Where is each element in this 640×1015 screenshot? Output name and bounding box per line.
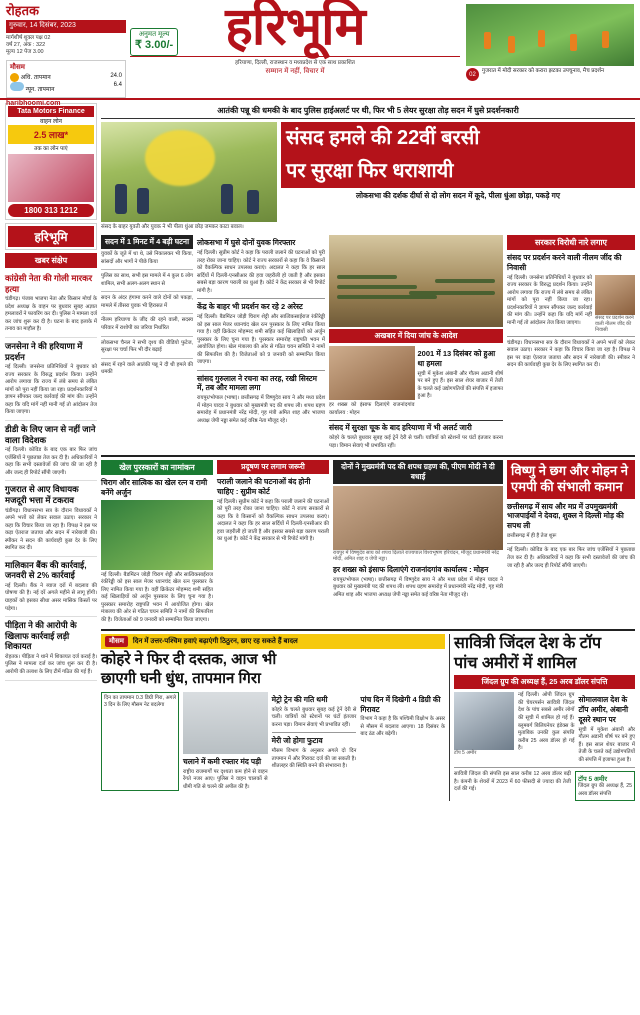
page-body xyxy=(0,100,640,801)
weather-col-3 xyxy=(360,692,445,791)
rich-side-text: सूची में मुकेश अंबानी और गौतम अडानी शीर्ष पर बने हुए हैं। इस साल शेयर बाजार में तेजी के चलते कई उद्योगपतियों की संपत्ति में इजाफा हुआ है। xyxy=(578,726,635,763)
incident-box-title: सदन में 1 मिनट में 4 बड़ी घटना xyxy=(101,235,193,249)
brief-text: रोहतक। पीड़िता ने थाने में शिकायत दर्ज कराई है। पुलिस ने मामला दर्ज कर जांच शुरू कर दी है। आरोपी की तलाश के लिए टीमें गठित की गई हैं। xyxy=(5,653,97,675)
lead-photo-caption: संसद के बाहर युवती और युवक ने भी पीला धुंआ छोड़ जमकर काटा बवाल। xyxy=(101,224,244,230)
weather-title: मौसम xyxy=(10,64,25,72)
order-box-title: अखबार में दिया जांच के आदेश xyxy=(329,329,503,343)
sub-text-0: नई दिल्ली। सुप्रीम कोर्ट ने कहा कि पराली जलाने की घटनाओं को पूरी तरह रोका जाना चाहिए। कोर्ट ने राज्य सरकारों से कहा कि वे किसानों को वैकल्पिक साधन उपलब्ध कराएं। अदालत ने कहा कि हर साल सर्दियों में दिल्ली-एनसीआर की हवा जहरीली हो जाती है और इसका सबसे बड़ा कारण पराली का धुआं है। कोर्ट ने केंद्र सरकार से भी रिपोर्ट मांगी है। xyxy=(197,250,325,294)
slogan-strip: सरकार विरोधी नारे लगाए xyxy=(507,235,635,250)
rich-box-list: जिंदल ग्रुप की अध्यक्ष हैं, 25 अरब डॉलर संपत्ति xyxy=(578,783,632,797)
rich-photo xyxy=(454,692,514,750)
brief-item-0[interactable] xyxy=(5,270,97,338)
incident-point-0: युवकों के जूते में था थे, उसे निकालकर भी किया, सांसदों और भागों ने पीछे किया xyxy=(101,251,193,265)
sports-title: खेल पुरस्कारों का नामांकन xyxy=(101,460,213,475)
brief-title: कांग्रेसी नेता की गोली मारकर हत्या xyxy=(5,273,93,294)
brief-title: पीड़िता ने की आरोपी के खिलाफ कार्रवाई लड़ी शिकायत xyxy=(5,620,77,652)
incident-point-2: सदन के अंदर हंगामा करने वाले दोनों को पकड़ा, मामले में तीसरा युवक भी हिरासत में xyxy=(101,295,193,309)
price-badge xyxy=(130,28,178,56)
minister-portrait xyxy=(329,346,415,400)
newspaper-logo: हरिभूमि xyxy=(225,0,365,56)
masthead-left xyxy=(6,4,126,107)
brief-item-3[interactable] xyxy=(5,481,97,556)
masthead-right xyxy=(466,4,634,81)
brief-title: गुजरात से आए विधायक मजदूरी भत्ता में टकराव xyxy=(5,484,79,505)
cm-photo xyxy=(333,486,503,550)
haryana-alert-headline[interactable]: संसद में सुरक्षा चूक के बाद हरियाणा में भी अलर्ट जारी xyxy=(329,420,503,433)
brand-ad-logo: हरिभूमि xyxy=(8,226,94,247)
neelam-headline[interactable]: संसद पर प्रदर्शन करने वाली नीलम जींद की निवासी xyxy=(507,253,622,273)
brief-item-5[interactable] xyxy=(5,617,97,680)
weather-left-box xyxy=(101,692,179,791)
date-bar xyxy=(6,20,126,33)
finance-ad-phone[interactable]: 1800 313 1212 xyxy=(8,204,94,217)
right-rail-text: चंडीगढ़। विधानसभा सत्र के दौरान विधायकों ने अपने भत्तों को लेकर सवाल उठाए। सरकार ने कहा कि विचार किया जा रहा है। विपक्ष ने इस पर कड़ा ऐतराज जताया और सदन में नारेबाजी की। स्पीकर ने सदन की कार्यवाही कुछ देर के लिए स्थगित कर दी। xyxy=(507,339,635,369)
weather-min-value: 6.4 xyxy=(113,82,122,89)
website-url[interactable]: haribhoomi.com xyxy=(6,100,61,108)
cm-kicker: दोनों ने मुख्यमंत्री पद की शपथ ग्रहण की, पीएम मोदी ने दी बधाई xyxy=(333,460,503,484)
weather-max-value: 24.0 xyxy=(110,72,122,79)
weather-item-3-title: पांच दिन में दिखेगी 4 डिग्री की गिरावट xyxy=(360,694,441,714)
cloud-icon xyxy=(10,82,24,91)
incident-point-3: नीलम हरियाणा के जींद की रहने वाली, सदस्य परिवार में राशोपी का जरिया निर्धारित xyxy=(101,317,193,332)
lead-headline-line2: पर सुरक्षा फिर धराशायी xyxy=(281,155,635,188)
finance-ad-brand: Tata Motors Finance xyxy=(8,106,94,117)
weather-item-0-text: राष्ट्रीय राजमार्गों पर दृश्यता कम होने से वाहन रेंगते नजर आए। पुलिस ने वाहन चालकों से धीमी गति से चलने की अपील की है। xyxy=(183,768,268,790)
sub-text-2: रायपुर/भोपाल (भाषा)। छत्तीसगढ़ में विष्णुदेव साय ने और मध्य प्रदेश में मोहन यादव ने बुधवार को मुख्यमंत्री पद की शपथ ली। शपथ ग्रहण समारोह में प्रधानमंत्री नरेंद्र मोदी, गृह मंत्री अमित शाह और भाजपा अध्यक्ष जेपी नड्डा समेत कई वरिष्ठ नेता मौजूद रहे। xyxy=(197,395,325,424)
masthead-photo-caption xyxy=(466,68,634,81)
rich-subhead: जिंदल ग्रुप की अध्यक्ष हैं, 25 अरब डॉलर संपत्ति xyxy=(454,675,635,689)
order-text: हर शख्स को इंसाफ दिलाएंगे राजनांदगांव कार्यालय : मोहन xyxy=(329,402,415,416)
weather-item-1-title: मेट्रो ट्रेन की गति थमी xyxy=(271,694,328,704)
page-line: वर्ष 27, अंक : 322 xyxy=(6,42,46,49)
sports-photo xyxy=(101,500,213,570)
edition-info xyxy=(6,35,126,56)
pollution-block[interactable] xyxy=(217,460,329,624)
price-line: मूल्य 12 पेज 3.00 xyxy=(6,49,44,56)
weather-min-label: न्यून. तापमान xyxy=(25,87,55,94)
attack-text: सूची में मुकेश अंबानी और गौतम अडानी शीर्ष पर बने हुए हैं। इस साल शेयर बाजार में तेजी के चलते कई उद्योगपतियों की संपत्ति में इजाफा हुआ है। xyxy=(417,370,503,400)
city-name: रोहतक xyxy=(6,3,39,18)
rich-side-head: सोमालवाल देश के टॉप अमीर, अंबानी दूसरे स्थान पर xyxy=(578,695,629,724)
brief-item-2[interactable] xyxy=(5,421,97,481)
sports-headline: चिराग और सात्विक का खेल रत्न व रामी बनेंगे अर्जुन xyxy=(101,478,208,497)
cm-extra-text: नई दिल्ली। कोविड के बाद एक बार फिर जांच एजेंसियों ने पूछताछ तेज कर दी है। अधिकारियों ने कहा कि सभी दस्तावेजों की जांच की जा रही है और जल्द ही रिपोर्ट सौंपी जाएगी। xyxy=(507,547,635,569)
lead-subheadline: लोकसभा की दर्शक दीर्घा से दो लोग सदन में कूदे, पीला धुंआ छोड़ा, पकड़े गए xyxy=(355,191,560,200)
attack-headline[interactable]: 2001 में 13 दिसंबर को हुआ था हमला xyxy=(417,349,496,369)
masthead-photo xyxy=(466,4,634,66)
weather-item-3-text: विभाग ने कहा है कि पश्चिमी विक्षोभ के असर से मौसम में बदलाव आएगा। 18 दिसंबर के बाद ठंड और बढ़ेगी। xyxy=(360,716,446,738)
price-badge-label: अनुमत मूल्य xyxy=(138,31,170,38)
weather-left-box-text: दिन का तापमान 0.3 डिग्री गिरा, अगले 3 दिन के लिए मौसम नेट बदलेगा xyxy=(104,694,176,709)
weather-item-2-title: मेरी जो होगा फुटाव xyxy=(271,736,323,746)
rich-box-text: सावित्री जिंदल की संपत्ति इस साल करीब 12 अरब डॉलर बढ़ी है। कंपनी के शेयरों में 2023 में 60 फीसदी से ज्यादा की तेजी दर्ज की गई। xyxy=(454,771,571,793)
pollution-title: प्रदूषण पर लगाम जरूरी xyxy=(217,460,329,474)
weather-widget xyxy=(6,60,126,98)
weather-min-row xyxy=(10,82,122,95)
brief-text: नई दिल्ली। कोविड के बाद एक बार फिर जांच एजेंसियों ने पूछताछ तेज कर दी है। अधिकारियों ने कहा कि सभी दस्तावेजों की जांच की जा रही है और जल्द ही रिपोर्ट सौंपी जाएगी। xyxy=(5,447,97,476)
lead-story xyxy=(101,122,635,222)
top-strip-headline: आतंकी पन्नू की धमकी के बाद पुलिस हाईअलर्ट पर थी, फिर भी 5 लेयर सुरक्षा तोड़ सदन में घुसे प्रदर्शनकारी xyxy=(101,103,635,119)
page-badge: 02 xyxy=(466,68,479,81)
sub-text-1: नई दिल्ली। बैडमिंटन जोड़ी चिराग शेट्टी और सात्विकसाईराज रंकीरेड्डी को इस साल मेजर ध्यानचंद खेल रत्न पुरस्कार के लिए नामित किया गया है। वहीं क्रिकेटर मोहम्मद शमी सहित कई खिलाड़ियों को अर्जुन पुरस्कार के लिए चुना गया है। पुरस्कार समारोह राष्ट्रपति भवन में आयोजित होगा। खेल मंत्रालय की ओर से गठित चयन समिति ने नामों की सिफारिश की है। विजेताओं को 9 जनवरी को सम्मानित किया जाएगा। xyxy=(197,313,325,366)
editorial-grid xyxy=(101,235,635,450)
pollution-text: नई दिल्ली। सुप्रीम कोर्ट ने कहा कि पराली जलाने की घटनाओं को पूरी तरह रोका जाना चाहिए। कोर्ट ने राज्य सरकारों से कहा कि वे किसानों को वैकल्पिक साधन उपलब्ध कराएं। अदालत ने कहा कि हर साल सर्दियों में दिल्ली-एनसीआर की हवा जहरीली हो जाती है और इसका सबसे बड़ा कारण पराली का धुआं है। कोर्ट ने केंद्र सरकार से भी रिपोर्ट मांगी है। xyxy=(217,498,329,543)
sun-icon xyxy=(10,73,19,82)
brief-text: चंडीगढ़। पंजाब भाजपा नेता और किसान मोर्चा के प्रदेश अध्यक्ष के वाहन पर बुधवार सुबह अज्ञात हमलावरों ने फायरिंग कर दी। पुलिस ने मामला दर्ज कर जांच शुरू कर दी है। घटना के बाद इलाके में तनाव का माहौल है। xyxy=(5,296,97,333)
incident-point-1: पुलिस का साथ, सभी इस मामले में 4 कुल 6 लोग शामिल, सभी अलग-अलग स्थान से xyxy=(101,273,193,287)
weather-item-1-text: कोहरे के चलते बुधवार सुबह कई ट्रेनें देरी से चलीं। यात्रियों को स्टेशनों पर घंटों इंतजार करना पड़ा। विमान सेवाएं भी प्रभावित रहीं। xyxy=(271,706,357,728)
editorial-col-c xyxy=(329,235,503,450)
brand-ad[interactable] xyxy=(5,223,97,250)
neelam-text: नई दिल्ली। जनसेना प्रतिनिधियों ने बुधवार को राज्य सरकार के विरुद्ध प्रदर्शन किया। उन्होंने आरोप लगाया कि राज्य में लंबे समय से लंबित मांगों को पूरा नहीं किया जा रहा। प्रदर्शनकारियों ने ज्ञापन सौंपकर जल्द कार्रवाई की मांग की। उन्होंने कहा कि यदि मांगें नहीं मानी गईं तो आंदोलन तेज किया जाएगा। xyxy=(507,274,592,326)
cm-block[interactable] xyxy=(333,460,503,624)
weather-strip-text: दिन में उत्तर-पश्चिम हवाएं बढ़ाएंगी ठिठुरन, छाए रह सकते हैं बादल xyxy=(132,638,298,646)
price-badge-value: ₹ 3.00/- xyxy=(135,39,174,52)
editorial-col-d xyxy=(507,235,635,450)
cm-headline-block[interactable] xyxy=(507,460,635,624)
brief-item-1[interactable] xyxy=(5,338,97,421)
neelam-photo xyxy=(595,275,635,315)
sub-headline-0[interactable]: लोकसभा में घुसे दोनों युवक गिरफ्तार xyxy=(197,238,296,248)
logo-subtitle: हरियाणा, दिल्ली, राजस्थान व मध्यप्रदेश से एक साथ प्रकाशित xyxy=(130,56,460,66)
attack-block xyxy=(418,346,504,417)
weather-col-1 xyxy=(183,692,268,791)
lead-headline-line1: संसद हमले की 22वीं बरसी xyxy=(281,122,635,155)
parliament-photo xyxy=(329,235,503,327)
rich-box-head: टॉप 5 अमीर xyxy=(578,776,608,784)
rich-headline-line2: पांच अमीरों में शामिल xyxy=(454,654,577,672)
fog-photo xyxy=(183,692,268,754)
ad-photo xyxy=(8,154,94,202)
finance-ad[interactable] xyxy=(5,103,97,220)
third-row xyxy=(101,629,635,801)
weather-strip xyxy=(101,634,445,649)
lead-photo xyxy=(101,122,277,222)
weather-item-2-text: मौसम विभाग के अनुसार अगले दो दिन तापमान में और गिरावट दर्ज की जा सकती है। शीतलहर की स्थिति बनने की संभावना है। xyxy=(271,747,357,770)
masthead-center xyxy=(130,2,460,76)
masthead xyxy=(0,0,640,108)
neelam-photo-caption: संसद पर प्रदर्शन करने वाली नीलम जींद की निवासी xyxy=(595,314,634,333)
incident-point-4: लोकसभा चैनल ने सभी दृश्य की वीडियो फुटेज, सुरक्षा पर चर्चा फिर भी दौर बढ़ाई xyxy=(101,339,193,354)
sub-headline-1[interactable]: केंद्र के बाहर भी प्रदर्शन कर रहे 2 अरेस्ट xyxy=(197,302,303,312)
brief-text: नई दिल्ली। जनसेना प्रतिनिधियों ने बुधवार को राज्य सरकार के विरुद्ध प्रदर्शन किया। उन्होंने आरोप लगाया कि राज्य में लंबे समय से लंबित मांगों को पूरा नहीं किया जा रहा। प्रदर्शनकारियों ने ज्ञापन सौंपकर जल्द कार्रवाई की मांग की। उन्होंने कहा कि यदि मांगें नहीं मानी गईं तो आंदोलन तेज किया जाएगा। xyxy=(5,364,97,416)
lead-headline-block xyxy=(281,122,635,222)
editorial-col-a xyxy=(101,235,193,450)
sports-text: नई दिल्ली। बैडमिंटन जोड़ी चिराग शेट्टी और सात्विकसाईराज रंकीरेड्डी को इस साल मेजर ध्यानचंद खेल रत्न पुरस्कार के लिए नामित किया गया है। वहीं क्रिकेटर मोहम्मद शमी सहित कई खिलाड़ियों को अर्जुन पुरस्कार के लिए चुना गया है। पुरस्कार समारोह राष्ट्रपति भवन में आयोजित होगा। खेल मंत्रालय की ओर से गठित चयन समिति ने नामों की सिफारिश की है। विजेताओं को 9 जनवरी को सम्मानित किया जाएगा। xyxy=(101,571,213,623)
weather-max-row xyxy=(10,73,122,83)
date-line: गुरुवार, 14 दिसंबर, 2023 xyxy=(9,22,76,30)
rich-text: नई दिल्ली। ओपी जिंदल ग्रुप की चेयरपर्सन सावित्री जिंदल देश के पांच सबसे अमीर लोगों की सूची में शामिल हो गई हैं। ब्लूमबर्ग बिलियनेयर इंडेक्स के मुताबिक उनकी कुल संपत्ति करीब 25 अरब डॉलर हो गई है। xyxy=(518,692,575,752)
weather-tag: मौसम xyxy=(105,636,128,647)
cm-sub1: हर शख्स को इंसाफ दिलाएंगे राजनांदगांव कार्यालय : मोहन xyxy=(333,565,489,575)
brief-title: जनसेना ने की हरियाणा में प्रदर्शन xyxy=(5,340,83,362)
brief-title: डीडी के लिए जान से नहीं जाने वाला विदेशक xyxy=(5,423,96,445)
haryana-alert-text: कोहरे के चलते बुधवार सुबह कई ट्रेनें देरी से चलीं। यात्रियों को स्टेशनों पर घंटों इंतजार करना पड़ा। विमान सेवाएं भी प्रभावित रहीं। xyxy=(329,435,503,449)
rich-block[interactable] xyxy=(449,634,635,801)
news-brief-header: खबर संक्षेप xyxy=(5,253,97,268)
finance-ad-amount: 2.5 लाख* xyxy=(8,125,94,144)
second-row xyxy=(101,455,635,624)
caption-text: गुजरात में मोदी सरकार को करारा झटका उपचुनाव, मैच प्रदर्शन xyxy=(482,68,605,74)
brief-text: चंडीगढ़। विधानसभा सत्र के दौरान विधायकों ने अपने भत्तों को लेकर सवाल उठाए। सरकार ने कहा कि विचार किया जा रहा है। विपक्ष ने इस पर कड़ा ऐतराज जताया और सदन में नारेबाजी की। स्पीकर ने सदन की कार्यवाही कुछ देर के लिए स्थगित कर दी। xyxy=(5,507,97,552)
weather-item-0-title: चलाने में कमी रफ्तार मंद पड़ी xyxy=(183,756,262,766)
cm-headline-line1: विष्णु ने छग और मोहन ने एमपी की संभाली कमान xyxy=(507,460,635,499)
logo-tagline: सम्मान में नहीं, विचार में xyxy=(265,68,325,75)
brief-item-4[interactable] xyxy=(5,557,97,617)
finance-ad-sub: तक का लोन पाएं xyxy=(34,146,68,152)
weather-col-2 xyxy=(272,692,357,791)
editorial-col-b xyxy=(197,235,325,450)
cm-side-text: छत्तीसगढ़ में ही है तेज शुरू xyxy=(507,532,557,539)
rich-photo-caption: टॉप 5 अमीर xyxy=(454,750,477,757)
weather-max-label: अधि. तापमान xyxy=(20,74,51,81)
brief-text: नई दिल्ली। बैंक ने ब्याज दरों में बदलाव की घोषणा की है। नई दरें अगले महीने से लागू होंगी। ग्राहकों को इसका सीधा असर मासिक किस्तों पर पड़ेगा। xyxy=(5,582,97,612)
incident-point-5: संसद में रहने वाले आतंकी पन्नू ने दी थी हमले की धमकी xyxy=(101,361,193,376)
edition-line: मार्गशीर्ष शुक्ल पक्ष 02 xyxy=(6,35,51,42)
rich-headline-line1: सावित्री जिंदल देश के टॉप xyxy=(454,635,602,653)
order-block xyxy=(329,346,415,417)
weather-headline-line1: कोहरे ने फिर दी दस्तक, आज भी xyxy=(101,651,277,669)
cm-text: रायपुर/भोपाल (भाषा)। छत्तीसगढ़ में विष्णुदेव साय ने और मध्य प्रदेश में मोहन यादव ने बुधवार को मुख्यमंत्री पद की शपथ ली। शपथ ग्रहण समारोह में प्रधानमंत्री नरेंद्र मोदी, गृह मंत्री अमित शाह और भाजपा अध्यक्ष जेपी नड्डा समेत कई वरिष्ठ नेता मौजूद रहे। xyxy=(333,576,503,598)
left-column xyxy=(5,103,97,801)
main-area xyxy=(101,103,635,801)
pollution-headline: पराली जलाने की घटनाओं बंद होनी चाहिए : सुप्रीम कोर्ट xyxy=(217,477,311,496)
weather-headline-line2: छाएगी घनी धुंध, तापमान गिरा xyxy=(101,670,261,688)
sports-block[interactable] xyxy=(101,460,213,624)
sub-headline-2[interactable]: सांसद गुरुलाल ने रचना का तरह, रखी सिस्टम में, तब और मामला लगा xyxy=(197,373,318,393)
cm-photo-caption: रायपुर में विष्णुदेव साय को शपथ दिलाते राज्यपाल विश्वभूषण हरिचंदन, मौजूद प्रधानमंत्री नरेंद्र मोदी, अमित शाह व जेपी नड्डा। xyxy=(333,550,499,563)
weather-block[interactable] xyxy=(101,634,445,801)
cm-side-head: छत्तीसगढ़ में साय और मप्र में उपमुख्यमंत्री भाजपाईयों ने देवदा, शुक्ल ने दिल्ली मोड़ की सपथ ली xyxy=(507,501,624,531)
brief-title: मालिकान बैंक की कार्रवाई, जनवरी से 2% कार्रवाई xyxy=(5,559,87,581)
finance-ad-line: वाहन लोन xyxy=(39,119,63,125)
